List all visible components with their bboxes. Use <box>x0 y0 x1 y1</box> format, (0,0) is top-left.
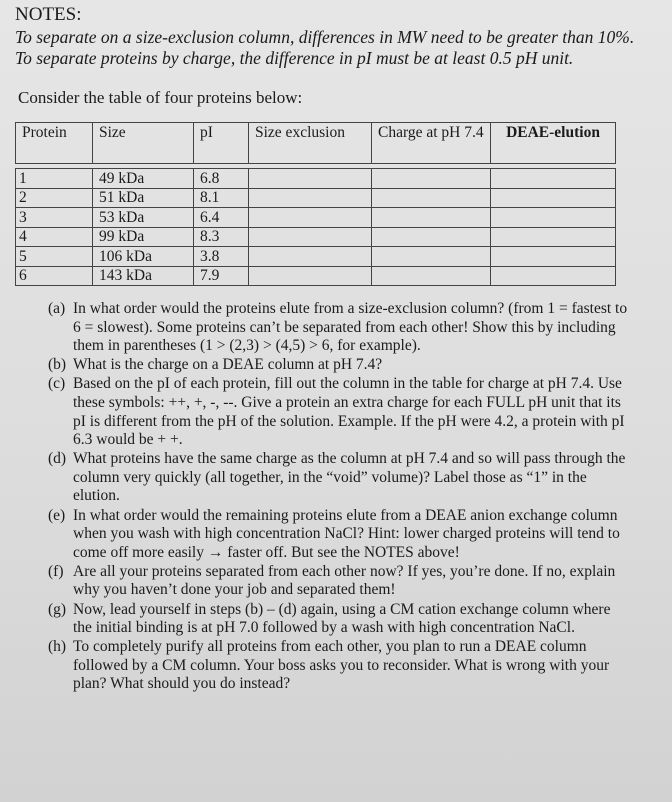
cell-charge[interactable] <box>372 266 491 286</box>
question-item <box>48 638 628 694</box>
cell-deae-elution[interactable] <box>491 247 616 267</box>
cell-size-exclusion[interactable] <box>249 208 372 228</box>
cell-size-exclusion[interactable] <box>249 169 372 189</box>
table-row <box>16 227 616 247</box>
cell-pi: 6.8 <box>194 169 249 189</box>
question-label: (e) <box>48 506 66 524</box>
notes-line-size-exclusion: To separate on a size-exclusion column, differences in MW need to be greater than 10%. <box>15 27 635 47</box>
question-item <box>48 450 628 506</box>
cell-size-exclusion[interactable] <box>249 227 372 247</box>
question-label: (a) <box>48 300 66 317</box>
cell-size-exclusion[interactable] <box>249 188 372 208</box>
cell-deae-elution[interactable] <box>491 169 616 189</box>
question-text: Based on the pI of each protein, fill out the column in the table for charge at pH 7.4. Use these symbols: ++, +, -, --. Give a protein an extra charge for each FULL pH unit that its pI is different from the pH of the solution. Example. If the pH were 4.2, a protein with pI 6.3 would be + +. <box>73 375 625 449</box>
cell-protein: 6 <box>16 266 93 286</box>
table-row <box>16 188 616 208</box>
question-item <box>48 356 628 375</box>
cell-deae-elution[interactable] <box>491 208 616 228</box>
cell-charge[interactable] <box>372 227 491 247</box>
cell-size: 49 kDa <box>93 169 194 189</box>
cell-deae-elution[interactable] <box>491 188 616 208</box>
cell-protein: 5 <box>16 247 93 267</box>
question-label: (d) <box>48 450 67 468</box>
question-text: In what order would the remaining proteins elute from a DEAE anion exchange column when you wash with high concentration NaCl? Hint: lower charged proteins will tend to come off more easily → faster off. But see the NOTES above! <box>73 506 620 561</box>
notes-title: NOTES: <box>15 4 82 25</box>
question-text: To completely purify all proteins from each other, you plan to run a DEAE column followed by a CM column. Your boss asks you to reconsider. What is wrong with your plan? What should you do instead? <box>73 638 610 693</box>
question-item <box>48 300 628 356</box>
header-size: Size <box>93 123 194 164</box>
question-label: (g) <box>48 600 67 618</box>
question-label: (c) <box>48 375 66 393</box>
question-text: Now, lead yourself in steps (b) – (d) again, using a CM cation exchange column where the initial binding is at pH 7.0 followed by a wash with high concentration NaCl. <box>73 600 611 637</box>
cell-charge[interactable] <box>372 188 491 208</box>
question-label: (b) <box>48 356 67 374</box>
question-item <box>48 563 628 600</box>
question-text: What proteins have the same charge as the column at pH 7.4 and so will pass through the column very quickly (all together, in the “void” volume)? Label those as “1” in the elution. <box>73 450 626 505</box>
question-label: (h) <box>48 638 67 656</box>
cell-pi: 3.8 <box>194 247 249 267</box>
cell-size: 53 kDa <box>93 208 194 228</box>
cell-deae-elution[interactable] <box>491 227 616 247</box>
question-item <box>48 601 628 638</box>
question-item <box>48 507 628 563</box>
cell-deae-elution[interactable] <box>491 266 616 286</box>
question-item <box>48 375 628 449</box>
cell-charge[interactable] <box>372 208 491 228</box>
header-charge: Charge at pH 7.4 <box>372 123 491 164</box>
header-deae-elution: DEAE-elution <box>491 123 616 164</box>
header-pi: pI <box>194 123 249 164</box>
table-intro: Consider the table of four proteins below: <box>18 88 303 107</box>
cell-pi: 6.4 <box>194 208 249 228</box>
question-text: In what order would the proteins elute from a size-exclusion column? (from 1 = fastest to 6 = slowest). Some proteins can’t be separated from each other! Show this by including them in parentheses (1 > (2,3) > (4,5) > 6, for example). <box>73 300 628 355</box>
cell-size-exclusion[interactable] <box>249 266 372 286</box>
question-text: Are all your proteins separated from each other now? If yes, you’re done. If no, explain why you haven’t done your job and separated them! <box>73 562 616 599</box>
question-text: What is the charge on a DEAE column at pH 7.4? <box>73 356 383 374</box>
cell-size: 51 kDa <box>93 188 194 208</box>
notes-line-charge: To separate proteins by charge, the difference in pI must be at least 0.5 pH unit. <box>15 48 574 68</box>
cell-protein: 1 <box>16 169 93 189</box>
cell-size: 143 kDa <box>93 266 194 286</box>
question-label: (f) <box>48 562 64 580</box>
cell-charge[interactable] <box>372 247 491 267</box>
table-row <box>16 208 616 228</box>
protein-table <box>15 122 616 286</box>
cell-size: 99 kDa <box>93 227 194 247</box>
table-row <box>16 169 616 189</box>
table-row <box>16 247 616 267</box>
question-list <box>48 300 628 694</box>
cell-size-exclusion[interactable] <box>249 247 372 267</box>
cell-pi: 8.1 <box>194 188 249 208</box>
header-protein: Protein <box>16 123 93 164</box>
header-size-exclusion: Size exclusion <box>249 123 372 164</box>
table-row <box>16 266 616 286</box>
cell-protein: 2 <box>16 188 93 208</box>
cell-pi: 8.3 <box>194 227 249 247</box>
cell-protein: 4 <box>16 227 93 247</box>
table-header-row <box>16 123 616 164</box>
cell-protein: 3 <box>16 208 93 228</box>
cell-charge[interactable] <box>372 169 491 189</box>
cell-pi: 7.9 <box>194 266 249 286</box>
cell-size: 106 kDa <box>93 247 194 267</box>
